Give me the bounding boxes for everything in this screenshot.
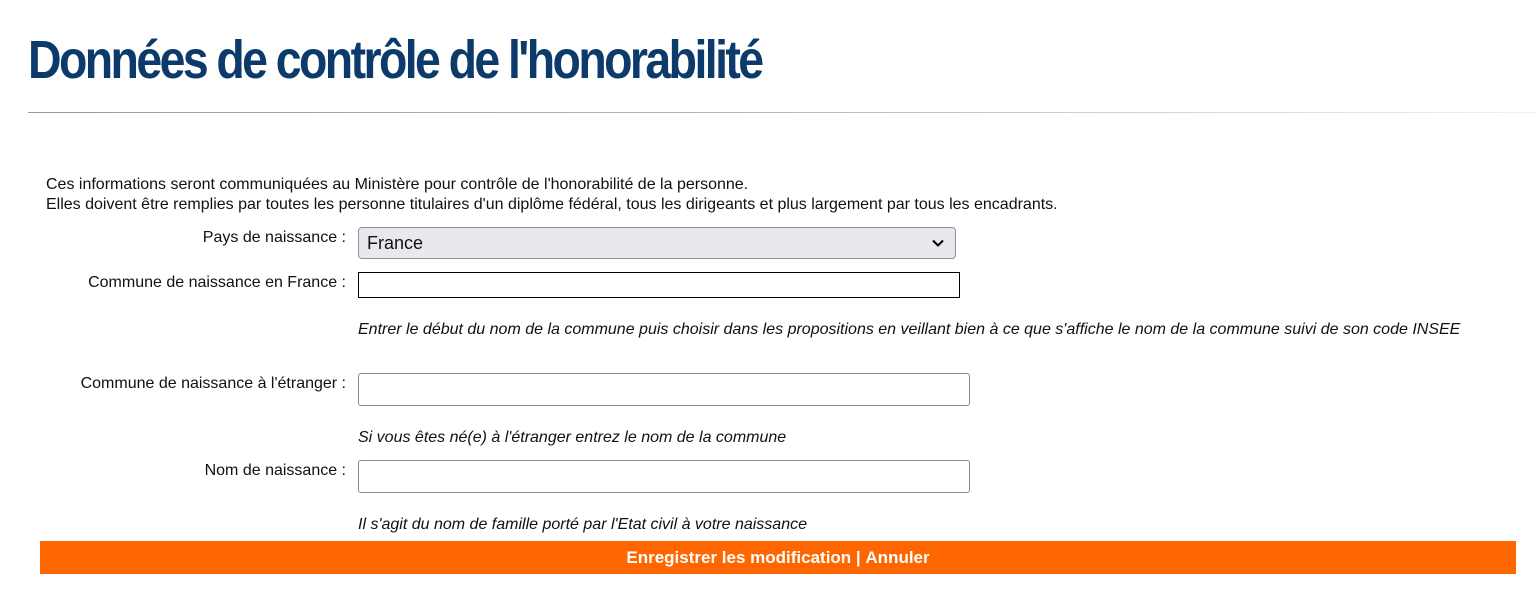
pays-naissance-selected: France <box>367 232 424 253</box>
nom-naissance-label: Nom de naissance : <box>204 462 346 479</box>
commune-etranger-label: Commune de naissance à l'étranger : <box>80 375 346 392</box>
cancel-button[interactable]: Annuler <box>865 547 930 567</box>
intro-line-1: Ces informations seront communiquées au Ministère pour contrôle de l'honorabilité de la personne. <box>46 176 749 193</box>
save-button[interactable]: Enregistrer les modification <box>626 547 852 567</box>
pays-naissance-label: Pays de naissance : <box>202 229 346 246</box>
pays-naissance-select[interactable] <box>358 227 956 259</box>
nom-naissance-help: Il s'agit du nom de famille porté par l'Etat civil à votre naissance <box>358 516 807 533</box>
page-title: Données de contrôle de l'honorabilité <box>28 30 762 90</box>
commune-france-input[interactable] <box>358 272 960 298</box>
nom-naissance-input[interactable] <box>358 460 970 493</box>
title-divider <box>28 112 1538 113</box>
action-separator: | <box>851 547 866 567</box>
chevron-down-icon <box>931 236 945 250</box>
action-bar <box>40 541 1516 574</box>
commune-etranger-help: Si vous êtes né(e) à l'étranger entrez le nom de la commune <box>358 429 787 446</box>
intro-text <box>46 175 1058 215</box>
intro-line-2: Elles doivent être remplies par toutes les personne titulaires d'un diplôme fédéral, tous les dirigeants et plus largement par tous les encadrants. <box>46 196 1058 213</box>
commune-france-label: Commune de naissance en France : <box>88 274 346 291</box>
commune-france-help: Entrer le début du nom de la commune puis choisir dans les propositions en veillant bien à ce que s'affiche le nom de la commune suivi de son code INSEE <box>358 321 1461 338</box>
commune-etranger-input[interactable] <box>358 373 970 406</box>
